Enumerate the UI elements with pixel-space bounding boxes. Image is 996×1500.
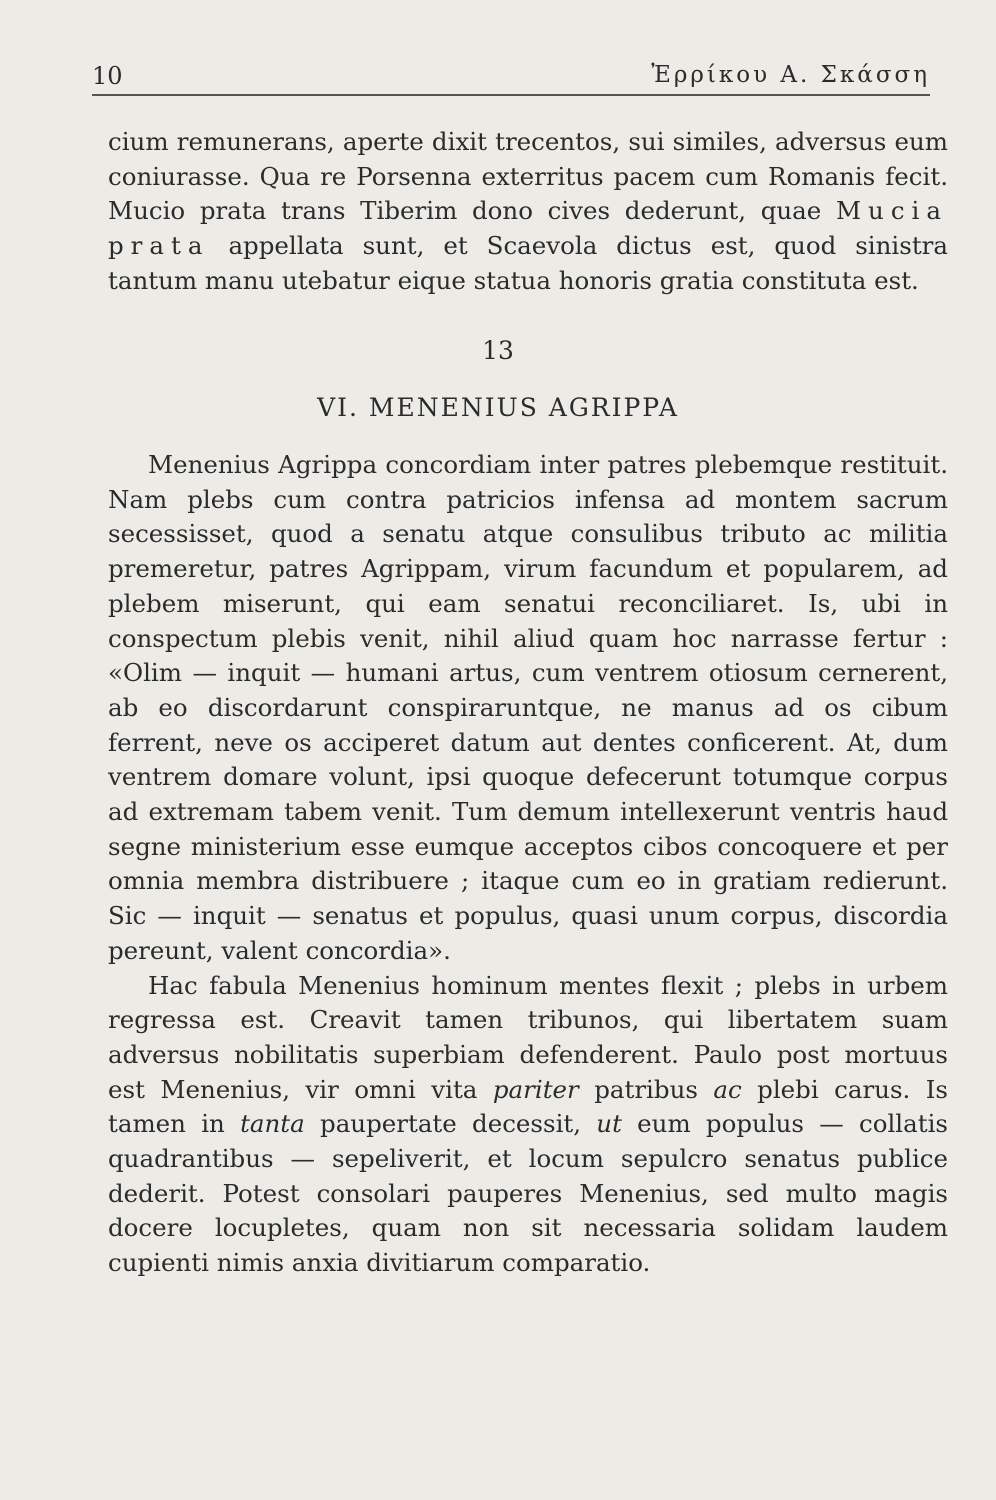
body-paragraph-1: Menenius Agrippa concordiam inter patres plebemque restituit. Nam plebs cum contra patricios infensa ad montem sacrum secessisset, quod a senatu atque consulibus tributo ac militia premeretur, patres Agrippam, virum facundum et popularem, ad plebem miserunt, qui eam senatui reconciliaret. Is, ubi in conspectum plebis venit, nihil aliud quam hoc narrasse fertur : «Olim — inquit — humani artus, cum ventrem otiosum cernerent, ab eo discordarunt conspiraruntque, ne manus ad os cibum ferrent, neve os acciperet datum aut dentes conficerent. At, dum ventrem domare volunt, ipsi quoque defecerunt totumque corpus ad extremam tabem venit. Tum demum intellexerunt ventris haud segne ministerium esse eumque acceptos cibos concoquere et per omnia membra distribuere ; itaque cum eo in gratiam redierunt. Sic — inquit — senatus et populus, quasi unum corpus, discordia pereunt, valent concordia».: [108, 450, 948, 965]
spaced-term: Mucia prata: [108, 196, 948, 261]
text-run: eum populus — collatis quadrantibus — sepeliverit, et locum sepulcro senatus publice dederit. Potest consolari pauperes Menenius, sed multo magis docere locupletes, quam non sit necessaria solidam laudem cupienti nimis anxia divitiarum comparatio.: [108, 1109, 949, 1278]
text-run: paupertate decessit,: [304, 1109, 597, 1139]
continuation-text: [108, 125, 948, 299]
text-run: appellata sunt, et Scaevola dictus est, quod sinistra tantum manu utebatur eique statua honoris gratia constituta est.: [108, 231, 948, 295]
continuation-paragraph: [108, 125, 948, 299]
body-paragraph-2: [108, 969, 948, 1281]
italic-term: ut: [596, 1109, 622, 1139]
italic-term: pariter: [492, 1074, 579, 1104]
italic-term: tanta: [240, 1109, 305, 1139]
chapter-number: 13: [482, 336, 514, 365]
text-run: plebi carus. Is tamen in: [108, 1074, 948, 1139]
chapter-title: VI. MENENIUS AGRIPPA: [317, 393, 679, 422]
italic-term: ac: [713, 1074, 742, 1104]
chapter-body: [108, 448, 948, 1281]
text-run: Hac fabula Menenius hominum mentes flexit ; plebs in urbem regressa est. Creavit tamen tribunos, qui libertatem suam adversus nobilitatis superbiam defenderent. Paulo post mortuus est Menenius, vir omni vita: [108, 970, 948, 1104]
running-head-title: Ἐρρίκου Α. Σκάσση: [651, 62, 930, 88]
running-head: [92, 58, 930, 96]
text-run: cium remunerans, aperte dixit trecentos, sui similes, adversus eum coniurasse. Qua re Porsenna exterritus pacem cum Romanis fecit. Mucio prata trans Tiberim dono cives dederunt, quae: [108, 127, 948, 226]
text-run: patribus: [578, 1074, 714, 1104]
page-number: 10: [92, 62, 123, 90]
